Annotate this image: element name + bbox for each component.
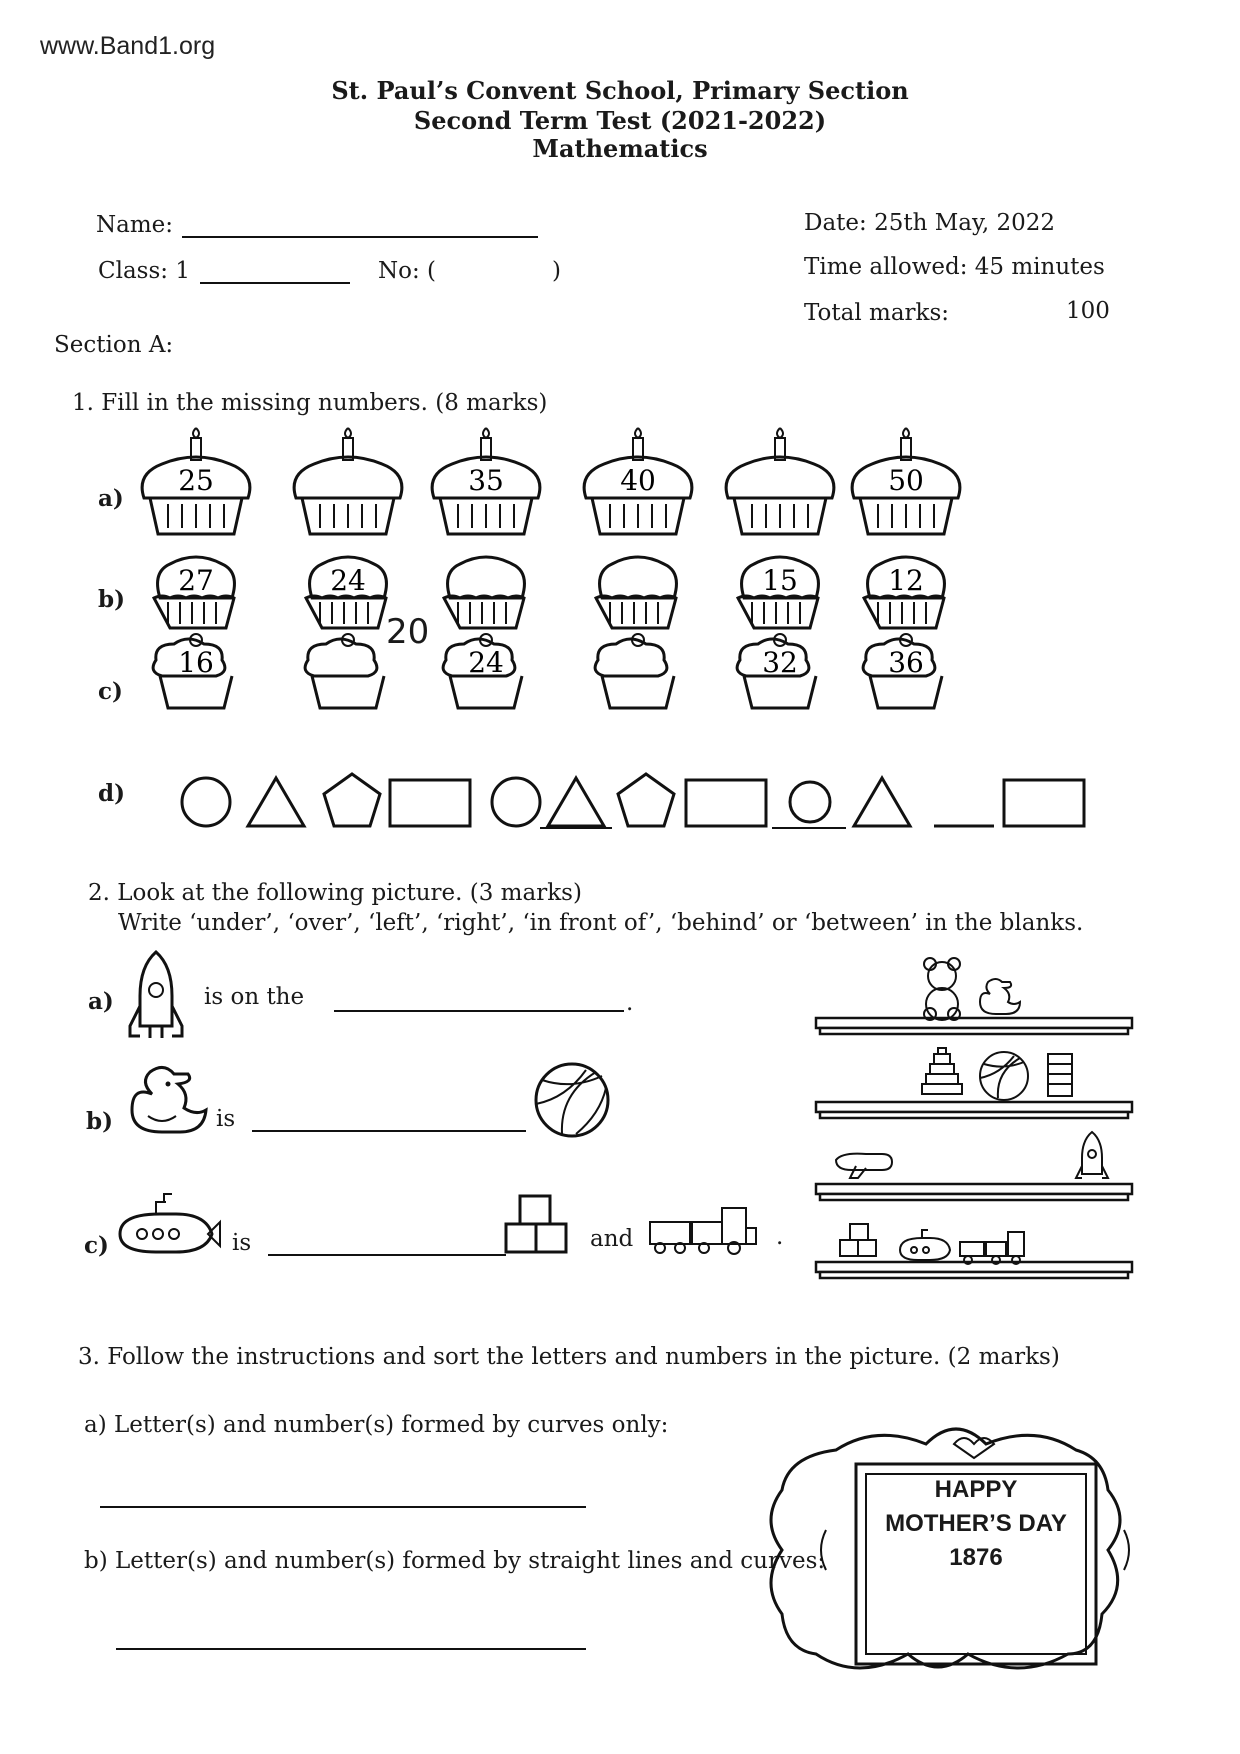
q3b-text: b) Letter(s) and number(s) formed by straight lines and curves: (84, 1548, 826, 1574)
date-label: Date: 25th May, 2022 (804, 210, 1056, 236)
cupcake-number: 25 (178, 464, 214, 497)
cupcake-number: 40 (620, 464, 656, 497)
cupcake-number: 24 (468, 646, 504, 679)
q1-title: 1. Fill in the missing numbers. (8 marks) (72, 390, 548, 416)
cupcake-number: 32 (762, 646, 798, 679)
q2b-text: is (216, 1106, 236, 1132)
q2c-and: and (590, 1226, 634, 1252)
cupcake-number: 15 (762, 564, 798, 597)
cupcake-number: 35 (468, 464, 504, 497)
number-close: ) (552, 258, 561, 284)
name-label: Name: (96, 212, 174, 238)
q2a-period: . (626, 990, 634, 1016)
source-label: www.Band1.org (40, 32, 216, 60)
q2a-label: a) (88, 988, 114, 1015)
card-line-3: 1876 (949, 1544, 1003, 1571)
q2c-text: is (232, 1230, 252, 1256)
school-title: St. Paul’s Convent School, Primary Section (331, 76, 909, 105)
q1-row-d-label: d) (98, 780, 125, 807)
q2-instruction: Write ‘under’, ‘over’, ‘left’, ‘right’, ‘in front of’, ‘behind’ or ‘between’ in the blanks. (118, 910, 1084, 936)
card-line-2: MOTHER’S DAY (885, 1510, 1067, 1537)
card-line-1: HAPPY (934, 1476, 1018, 1503)
q1-row-b-label: b) (98, 586, 125, 613)
q2c-label: c) (84, 1232, 109, 1259)
q3a-text: a) Letter(s) and number(s) formed by curves only: (84, 1412, 669, 1438)
cupcake-number: 16 (178, 646, 214, 679)
number-label: No: ( (378, 258, 437, 284)
q3-title: 3. Follow the instructions and sort the letters and numbers in the picture. (2 marks) (78, 1344, 1060, 1370)
handwritten-note: 20 (386, 612, 430, 652)
term-title: Second Term Test (2021-2022) (413, 106, 827, 135)
cupcake-number: 24 (330, 564, 366, 597)
cupcake-number: 50 (888, 464, 924, 497)
total-marks-label: Total marks: (804, 300, 950, 326)
q2-title: 2. Look at the following picture. (3 marks) (88, 880, 582, 906)
q2b-label: b) (86, 1108, 113, 1135)
class-label: Class: 1 (98, 258, 190, 284)
q2a-text: is on the (204, 984, 305, 1010)
cupcake-number: 27 (178, 564, 214, 597)
section-label: Section A: (54, 332, 174, 358)
q1-row-a-label: a) (98, 485, 124, 512)
cupcake-number: 12 (888, 564, 924, 597)
subject-title: Mathematics (532, 134, 708, 163)
time-label: Time allowed: 45 minutes (804, 254, 1105, 280)
q1-row-c-label: c) (98, 678, 123, 705)
cupcake-number: 36 (888, 646, 924, 679)
q2c-period: . (776, 1224, 784, 1250)
total-marks-value: 100 (1066, 298, 1110, 324)
